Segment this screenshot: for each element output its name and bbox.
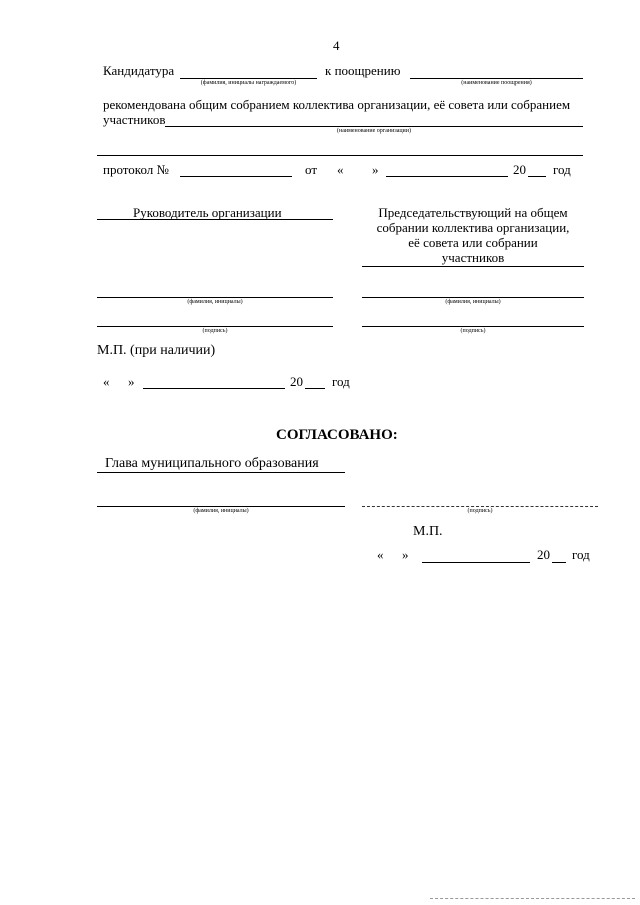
stamp-note: М.П. (при наличии): [97, 343, 216, 358]
chair-sign-line: [362, 326, 584, 327]
org-head-title: Руководитель организации: [133, 205, 282, 220]
date-close-quote: »: [128, 374, 135, 389]
municipal-head-underline: [97, 472, 345, 473]
municipal-head-sign-caption: (подпись): [467, 508, 493, 514]
approval-year-line: [552, 562, 566, 563]
candidate-name-caption: (фамилия, инициалы награждаемого): [200, 80, 297, 86]
approval-heading: СОГЛАСОВАНО:: [276, 427, 398, 443]
municipal-head-title: Глава муниципального образования: [105, 456, 319, 471]
chair-sign-caption: (подпись): [460, 328, 486, 334]
date-year-line: [305, 388, 325, 389]
approval-year-prefix: 20: [537, 547, 550, 562]
municipal-head-sign-line: [362, 506, 598, 507]
approval-year-suffix: год: [572, 547, 590, 562]
page-number: 4: [333, 38, 340, 53]
protocol-close-quote: »: [372, 162, 379, 177]
chair-title-underline: [362, 266, 584, 267]
protocol-label: протокол №: [103, 162, 169, 177]
candidate-label: Кандидатура: [103, 63, 175, 78]
date-month-line: [143, 388, 285, 389]
municipal-head-name-line: [97, 506, 345, 507]
org-head-sign-caption: (подпись): [202, 328, 228, 334]
protocol-open-quote: «: [337, 162, 344, 177]
protocol-from-label: от: [305, 162, 318, 177]
approval-close-quote: »: [402, 547, 409, 562]
protocol-year-suffix: год: [553, 162, 571, 177]
approval-open-quote: «: [377, 547, 384, 562]
recommended-text: рекомендована общим собранием коллектива организации, её совета или собранием: [103, 97, 571, 112]
date-year-suffix: год: [332, 374, 350, 389]
chair-title-2: собрании коллектива организации,: [376, 220, 570, 235]
award-name-caption: (наименование поощрения): [461, 80, 532, 86]
org-head-sign-line: [97, 326, 333, 327]
organization-line: [165, 126, 583, 127]
award-name-line: [410, 78, 583, 79]
chair-name-line: [362, 297, 584, 298]
municipal-head-name-caption: (фамилия, инициалы): [193, 508, 249, 514]
chair-title-3: её совета или собрании: [408, 235, 538, 250]
protocol-number-line: [180, 176, 292, 177]
org-head-name-caption: (фамилия, инициалы): [187, 299, 243, 305]
date-year-prefix: 20: [290, 374, 303, 389]
protocol-year-prefix: 20: [513, 162, 526, 177]
footer-scan-line: [430, 898, 635, 899]
org-head-title-underline: [97, 219, 333, 220]
protocol-month-line: [386, 176, 508, 177]
chair-title-4: участников: [441, 250, 505, 265]
organization-line-2: [97, 155, 583, 156]
candidate-name-line: [180, 78, 317, 79]
chair-title-1: Председательствующий на общем: [378, 205, 568, 220]
organization-caption: (наименование организации): [337, 128, 411, 134]
to-award-label: к поощрению: [325, 63, 401, 78]
approval-month-line: [422, 562, 530, 563]
participants-label: участников: [103, 112, 166, 127]
protocol-year-line: [528, 176, 546, 177]
org-head-name-line: [97, 297, 333, 298]
chair-name-caption: (фамилия, инициалы): [445, 299, 501, 305]
date-open-quote: «: [103, 374, 110, 389]
approval-stamp: М.П.: [413, 524, 443, 539]
